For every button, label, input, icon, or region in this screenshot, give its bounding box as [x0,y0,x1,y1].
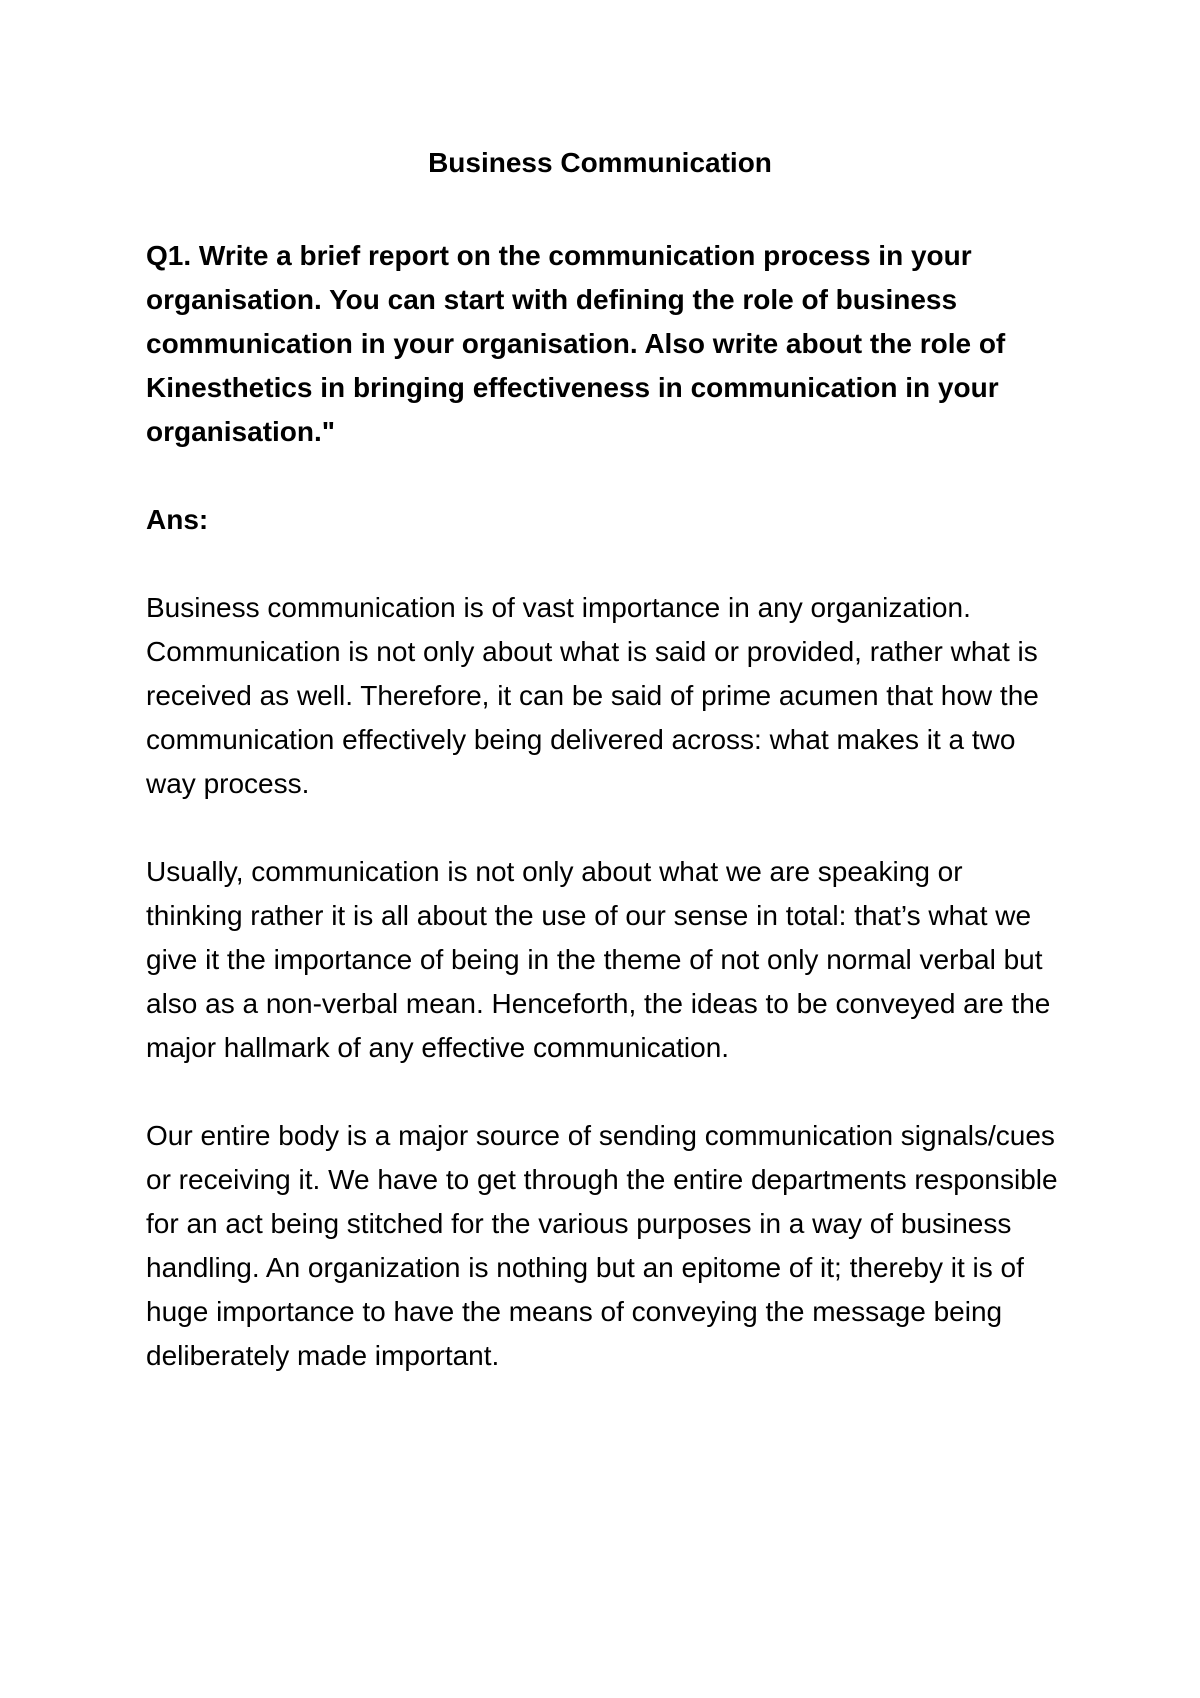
answer-paragraph-2: Usually, communication is not only about what we are speaking or thinking rather it is all about the use of our sense in total: that’s what we give it the importance of being in the theme of not only normal verbal but also as a non-verbal mean. Henceforth, the ideas to be conveyed are the major hallmark of any effective communication. [146,856,1051,1063]
document-body [146,234,1066,1378]
answer-label: Ans: [146,504,209,535]
answer-paragraph-3: Our entire body is a major source of sending communication signals/cues or receiving it. We have to get through the entire departments responsible for an act being stitched for the various purposes in a way of business handling. An organization is nothing but an epitome of it; thereby it is of huge importance to have the means of conveying the message being deliberately made important. [146,1120,1058,1371]
answer-paragraph-1: Business communication is of vast importance in any organization. Communication is not only about what is said or provided, rather what is received as well. Therefore, it can be said of prime acumen that how the communication effectively being delivered across: what makes it a two way process. [146,592,1039,799]
document-title: Business Communication [428,147,772,178]
question-text: Q1. Write a brief report on the communication process in your organisation. You can start with defining the role of business communication in your organisation. Also write about the role of Kinesthetics in bringing effectiveness in communication in your organisation." [146,240,1006,447]
